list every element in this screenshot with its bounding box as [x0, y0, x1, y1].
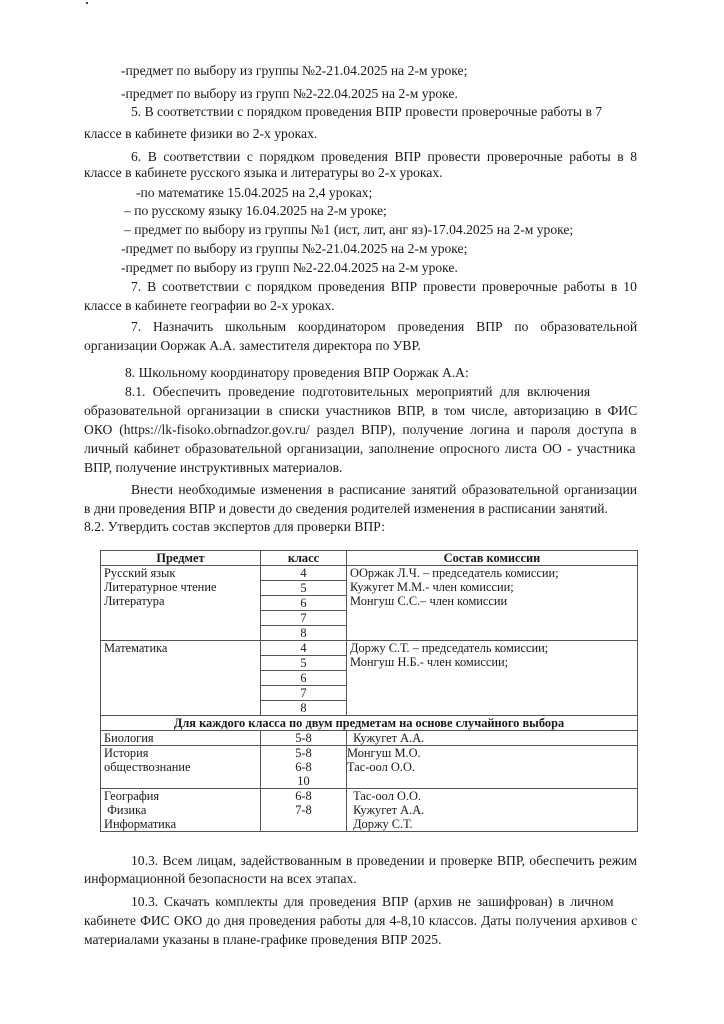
commission-cell [347, 731, 638, 746]
header-class: класс [261, 551, 347, 566]
p103a-line-0: 10.3. Всем лицам, задействованным в проведении и проверке ВПР, обеспечить режим [131, 853, 637, 868]
table-row [101, 746, 638, 789]
class-cell: 8 [261, 626, 347, 641]
commission-member: Монгуш Н.Б.- член комиссии; [350, 655, 509, 669]
subject-name: Литературное чтение [104, 580, 217, 594]
item7a-first-line: 7. В соответствии с порядком проведения ВПР провести проверочные работы в 10 [131, 279, 637, 294]
item8-heading: 8. Школьному координатору проведения ВПР Ооржак А.А: [125, 365, 469, 380]
subject-name: История [104, 746, 149, 760]
item6-sub-3: -предмет по выбору из группы №2-21.04.2025 на 2-м уроке; [121, 241, 468, 256]
subject-cell [101, 566, 261, 641]
subject-name [104, 774, 257, 788]
subject-name: Физика [104, 803, 147, 817]
header-commission: Состав комиссии [347, 551, 638, 566]
commission-cell [347, 789, 638, 832]
class-cell: 6 [261, 671, 347, 686]
class-cell: 8 [261, 701, 347, 716]
item8-2-line: 8.2. Утвердить состав экспертов для проверки ВПР: [84, 519, 386, 534]
subject-name: Литература [104, 594, 165, 608]
item6-first-line: 6. В соответствии с порядком проведения ВПР провести проверочные работы в 8 [131, 149, 638, 164]
item7b-first-line: 7. Назначить школьным координатором проведения ВПР по образовательной [131, 319, 638, 334]
class-cell: 4 [261, 566, 347, 581]
class-cell [261, 789, 347, 832]
p103b-line-2: материалами указаны в плане-графике проведения ВПР 2025. [84, 932, 442, 947]
class-cell [261, 731, 347, 746]
commission-member: Кужугет А.А. [350, 803, 425, 817]
item6-cont-line: классе в кабинете русского языка и литературы во 2-х уроках. [84, 165, 443, 180]
item8-1-line-4: ВПР, получение инструктивных материалов. [84, 460, 343, 475]
class-cell [261, 746, 347, 789]
commission-member: Кужугет А.А. [350, 731, 425, 745]
random-section-title: Для каждого класса по двум предметам на основе случайного выбора [101, 716, 638, 731]
commission-member: Доржу С.Т. [350, 817, 413, 831]
subject-name: обществознание [104, 760, 191, 774]
header-subject: Предмет [101, 551, 261, 566]
subject-cell [101, 641, 261, 716]
class-value [264, 817, 343, 831]
item6-sub-1: – по русскому языку 16.04.2025 на 2-м уроке; [124, 203, 387, 218]
p103a-line-1: информационной безопасности на всех этапах. [84, 871, 357, 886]
item6-sub-0: -по математике 15.04.2025 на 2,4 уроках; [136, 185, 373, 200]
item8-1-line-0: 8.1. Обеспечить проведение подготовительных мероприятий для включения [125, 384, 591, 399]
text-line: -предмет по выбору из группы №2-21.04.2025 на 2-м уроке; [121, 63, 468, 78]
item7b-cont-line: организации Ооржак А.А. заместителя директора по УВР. [84, 338, 421, 353]
subject-name: Биология [104, 731, 154, 745]
table-row [101, 789, 638, 832]
commission-member: ООржак Л.Ч. – председатель комиссии; [350, 566, 559, 580]
commission-member: Монгуш М.О. [347, 746, 421, 760]
schedule-line-0: Внести необходимые изменения в расписание занятий образовательной организации [131, 482, 638, 497]
item8-1-line-2: ОКО (https://lk-fisoko.obrnadzor.gov.ru/ раздел ВПР), получение логина и пароля доступа в [84, 422, 637, 437]
class-value: 7-8 [295, 803, 312, 817]
item5-first-line [131, 103, 637, 121]
item5-text: 5. В соответствии с порядком проведения ВПР провести проверочные работы в 7 [131, 104, 603, 119]
table-row [101, 731, 638, 746]
experts-table [100, 550, 638, 832]
item6-sub-4: -предмет по выбору из групп №2-22.04.2025 на 2-м уроке. [121, 260, 458, 275]
commission-cell [347, 641, 638, 716]
commission-member: Монгуш С.С.– член комиссии [350, 594, 508, 608]
commission-member: Кужугет М.М.- член комиссии; [350, 580, 514, 594]
class-value: 5-8 [295, 746, 312, 760]
commission-member: Тас-оол О.О. [347, 760, 415, 774]
scan-artifact [86, 2, 88, 4]
item5-cont-line: классе в кабинете физики во 2-х уроках. [84, 126, 318, 141]
table-section-row [101, 716, 638, 731]
subject-name: Русский язык [104, 566, 176, 580]
class-value: 6-8 [295, 760, 312, 774]
p103b-line-0: 10.3. Скачать комплекты для проведения ВПР (архив не зашифрован) в личном [131, 894, 614, 909]
text-line: -предмет по выбору из групп №2-22.04.2025 на 2-м уроке. [121, 86, 458, 101]
subject-name: Математика [104, 641, 168, 655]
subject-name: География [104, 789, 160, 803]
subject-name: Информатика [104, 817, 177, 831]
class-cell: 7 [261, 611, 347, 626]
table-row [101, 641, 638, 656]
item7a-cont-line: классе в кабинете географии во 2-х уроках. [84, 298, 335, 313]
table-header-row [101, 551, 638, 566]
class-cell: 5 [261, 656, 347, 671]
item8-1-line-3: личный кабинет образовательной организации, заполнение опросного листа ОО - участника [84, 441, 636, 456]
subject-cell [101, 789, 261, 832]
class-cell: 7 [261, 686, 347, 701]
item8-1-line-1: образовательной организации в списки участников ВПР, в том числе, авторизацию в ФИС [84, 403, 638, 418]
item6-sub-2: – предмет по выбору из группы №1 (ист, лит, анг яз)-17.04.2025 на 2-м уроке; [124, 222, 574, 237]
class-value: 5-8 [295, 731, 312, 745]
commission-cell [347, 746, 638, 789]
table-row [101, 566, 638, 581]
p103b-line-1: кабинете ФИС ОКО до дня проведения работы для 4-8,10 классов. Даты получения архивов с [84, 913, 638, 928]
commission-member: Тас-оол О.О. [350, 789, 422, 803]
subject-cell [101, 731, 261, 746]
commission-cell [347, 566, 638, 641]
commission-member [347, 774, 634, 788]
class-value: 6-8 [295, 789, 312, 803]
commission-member: Доржу С.Т. – председатель комиссии; [350, 641, 549, 655]
class-cell: 6 [261, 596, 347, 611]
class-cell: 4 [261, 641, 347, 656]
class-value: 10 [297, 774, 310, 788]
schedule-line-1: в дни проведения ВПР и довести до сведения родителей изменения в расписании занятий. [84, 501, 608, 516]
class-cell: 5 [261, 581, 347, 596]
subject-cell [101, 746, 261, 789]
